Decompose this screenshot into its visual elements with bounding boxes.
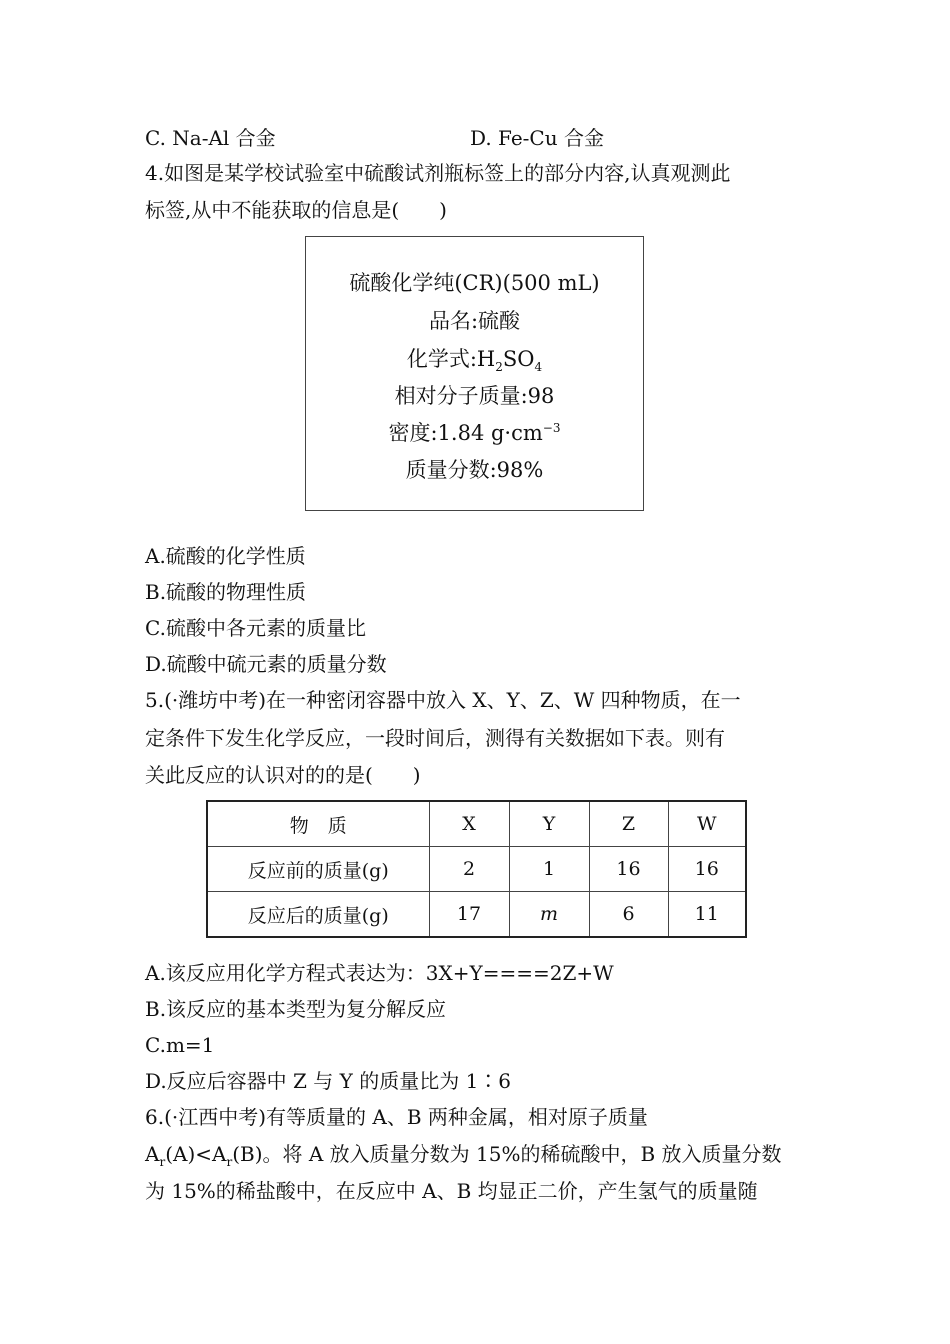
label-formula-prefix: 化学式:H (406, 347, 496, 371)
q4-option-c: C.硫酸中各元素的质量比 (145, 616, 366, 640)
label-title: 硫酸化学纯(CR)(500 mL) (349, 271, 600, 295)
label-density (306, 417, 643, 447)
table-cell: 11 (668, 892, 746, 938)
table-cell: 16 (668, 847, 746, 892)
table-cell: 1 (509, 847, 589, 892)
label-name: 品名:硫酸 (428, 309, 521, 333)
table-cell: m (509, 892, 589, 938)
reagent-label (305, 236, 644, 511)
table-cell: 反应前的质量(g) (207, 847, 429, 892)
table-header-cell: X (429, 801, 509, 847)
q5-option-a: A.该反应用化学方程式表达为：3X+Y====2Z+W (145, 961, 614, 985)
table-header-cell: 物 质 (207, 801, 429, 847)
q6-stem-line2 (145, 1141, 782, 1175)
q5-stem-line3: 关此反应的认识对的的是( ) (145, 763, 421, 787)
q5-stem-line1: 5.(·潍坊中考)在一种密闭容器中放入 X、Y、Z、W 四种物质，在一 (145, 688, 741, 712)
label-density-text: 密度:1.84 g·cm (388, 421, 543, 445)
table-header-cell: Y (509, 801, 589, 847)
q4-option-a: A.硫酸的化学性质 (145, 544, 306, 568)
q3-option-d (470, 125, 604, 151)
q4-stem-line2: 标签,从中不能获取的信息是( ) (145, 198, 447, 222)
label-formula-sub2: 4 (534, 360, 543, 375)
q3-option-c (145, 125, 276, 151)
table-cell: 反应后的质量(g) (207, 892, 429, 938)
label-fraction: 质量分数:98% (405, 458, 544, 482)
table-cell: 6 (589, 892, 668, 938)
q6-stem-line3: 为 15%的稀盐酸中，在反应中 A、B 均显正二价，产生氢气的质量随 (145, 1179, 758, 1203)
table-row (207, 847, 746, 892)
q3-option-c-text: C. Na-Al 合金 (145, 126, 276, 150)
q5-option-d: D.反应后容器中 Z 与 Y 的质量比为 1∶6 (145, 1069, 512, 1093)
q6-stem-line1: 6.(·江西中考)有等质量的 A、B 两种金属，相对原子质量 (145, 1105, 648, 1129)
table-header-cell: Z (589, 801, 668, 847)
label-molar-mass: 相对分子质量:98 (394, 384, 555, 408)
q6-ar-b-post: (B)。将 A 放入质量分数为 15%的稀硫酸中，B 放入质量分数 (232, 1142, 782, 1166)
q3-option-d-text: D. Fe-Cu 合金 (470, 126, 604, 150)
label-formula-mid: SO (502, 347, 535, 371)
table-cell: 2 (429, 847, 509, 892)
table-cell: 17 (429, 892, 509, 938)
q4-option-d: D.硫酸中硫元素的质量分数 (145, 652, 387, 676)
q5-option-c: C.m=1 (145, 1033, 215, 1057)
table-row (207, 892, 746, 938)
label-density-exp: −3 (542, 421, 561, 435)
q6-ar-a-post: (A)<A (165, 1142, 227, 1166)
q5-stem-line2: 定条件下发生化学反应，一段时间后，测得有关数据如下表。则有 (145, 726, 725, 750)
label-formula (306, 343, 643, 374)
table-header-cell: W (668, 801, 746, 847)
table-cell: 16 (589, 847, 668, 892)
label-formula-sub1: 2 (495, 360, 503, 375)
q4-stem-line1: 4.如图是某学校试验室中硫酸试剂瓶标签上的部分内容,认真观测此 (145, 161, 731, 185)
table-header-row (207, 801, 746, 847)
q6-ar-a-sub: r (159, 1155, 166, 1169)
q5-option-b: B.该反应的基本类型为复分解反应 (145, 997, 447, 1021)
mass-data-table (206, 800, 747, 938)
q6-ar-a: A (145, 1142, 160, 1166)
q4-option-b: B.硫酸的物理性质 (145, 580, 307, 604)
q6-ar-b-sub: r (226, 1155, 233, 1169)
